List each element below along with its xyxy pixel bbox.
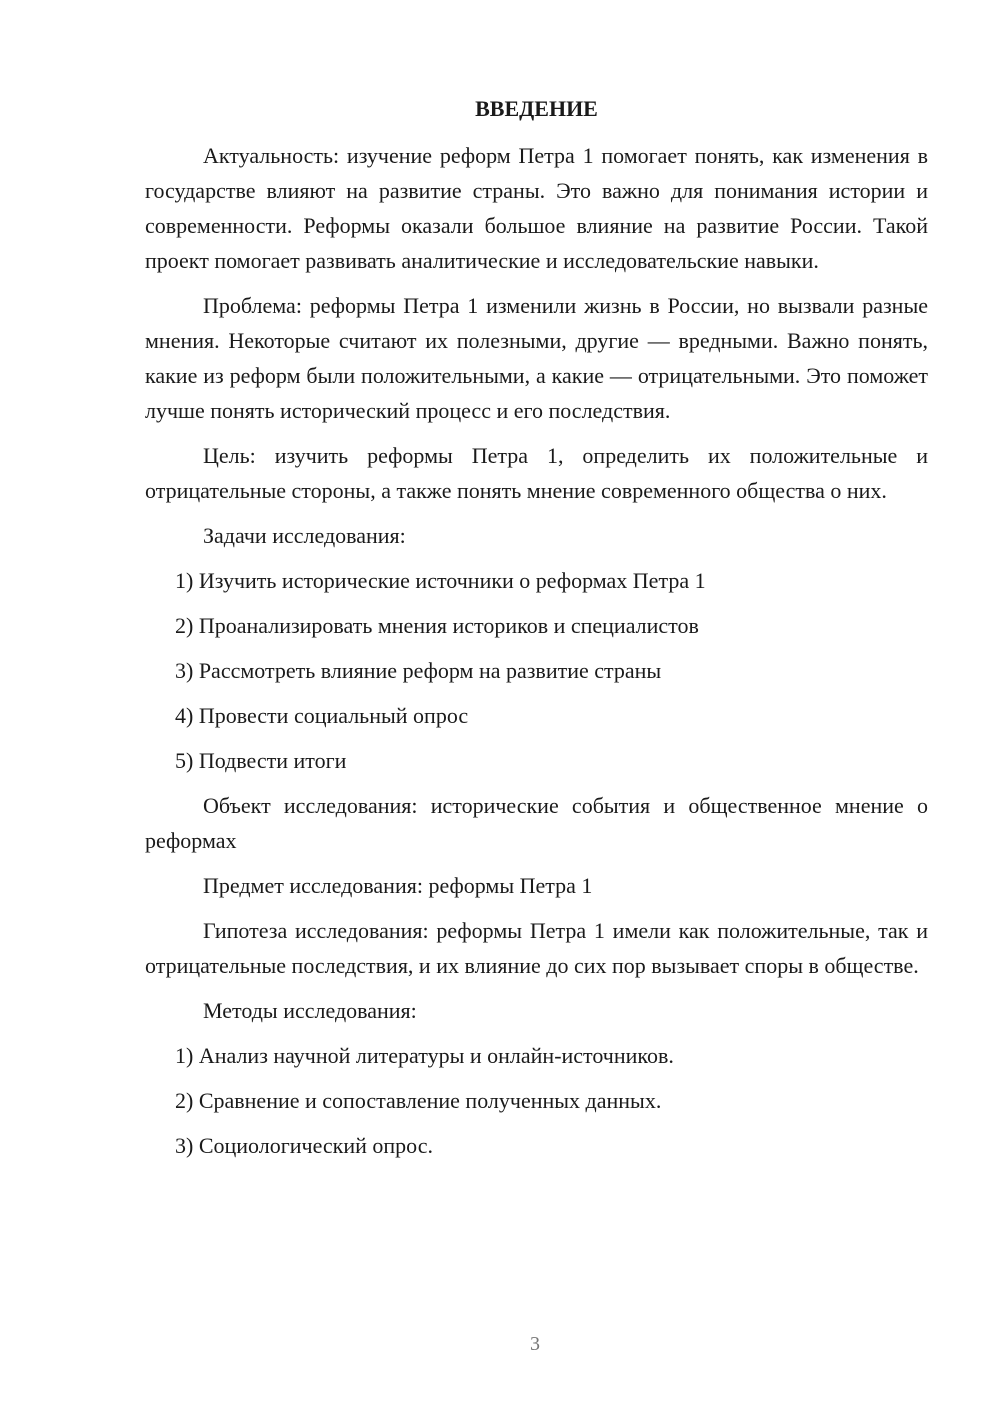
methods-heading: Методы исследования: (203, 998, 417, 1023)
method-item-2: 2) Сравнение и сопоставление полученных данных. (175, 1088, 662, 1113)
relevance-paragraph: Актуальность: изучение реформ Петра 1 помогает понять, как изменения в государстве влияют на развитие страны. Это важно для понимания истории и современности. Реформы оказали большое влияние на развитие России. Такой проект помогает развивать аналитические и исследовательские навыки. (145, 143, 928, 273)
task-item-4: 4) Провести социальный опрос (175, 703, 469, 728)
subject-paragraph: Предмет исследования: реформы Петра 1 (203, 873, 593, 898)
task-item-1: 1) Изучить исторические источники о реформах Петра 1 (175, 568, 706, 593)
page-number: 3 (530, 1333, 540, 1355)
hypothesis-paragraph: Гипотеза исследования: реформы Петра 1 имели как положительные, так и отрицательные последствия, и их влияние до сих пор вызывает споры в обществе. (145, 918, 928, 978)
method-item-3: 3) Социологический опрос. (175, 1133, 433, 1158)
problem-paragraph: Проблема: реформы Петра 1 изменили жизнь в России, но вызвали разные мнения. Некоторые считают их полезными, другие — вредными. Важно понять, какие из реформ были положительными, а какие — отрицательными. Это поможет лучше понять исторический процесс и его последствия. (145, 293, 928, 423)
task-item-3: 3) Рассмотреть влияние реформ на развитие страны (175, 658, 662, 683)
document-page (145, 94, 928, 1173)
goal-paragraph: Цель: изучить реформы Петра 1, определить их положительные и отрицательные стороны, а также понять мнение современного общества о них. (145, 443, 928, 503)
section-title: ВВЕДЕНИЕ (475, 96, 598, 121)
object-paragraph: Объект исследования: исторические события и общественное мнение о реформах (145, 793, 928, 853)
task-item-5: 5) Подвести итоги (175, 748, 347, 773)
tasks-heading: Задачи исследования: (203, 523, 406, 548)
task-item-2: 2) Проанализировать мнения историков и специалистов (175, 613, 699, 638)
method-item-1: 1) Анализ научной литературы и онлайн-источников. (175, 1043, 674, 1068)
